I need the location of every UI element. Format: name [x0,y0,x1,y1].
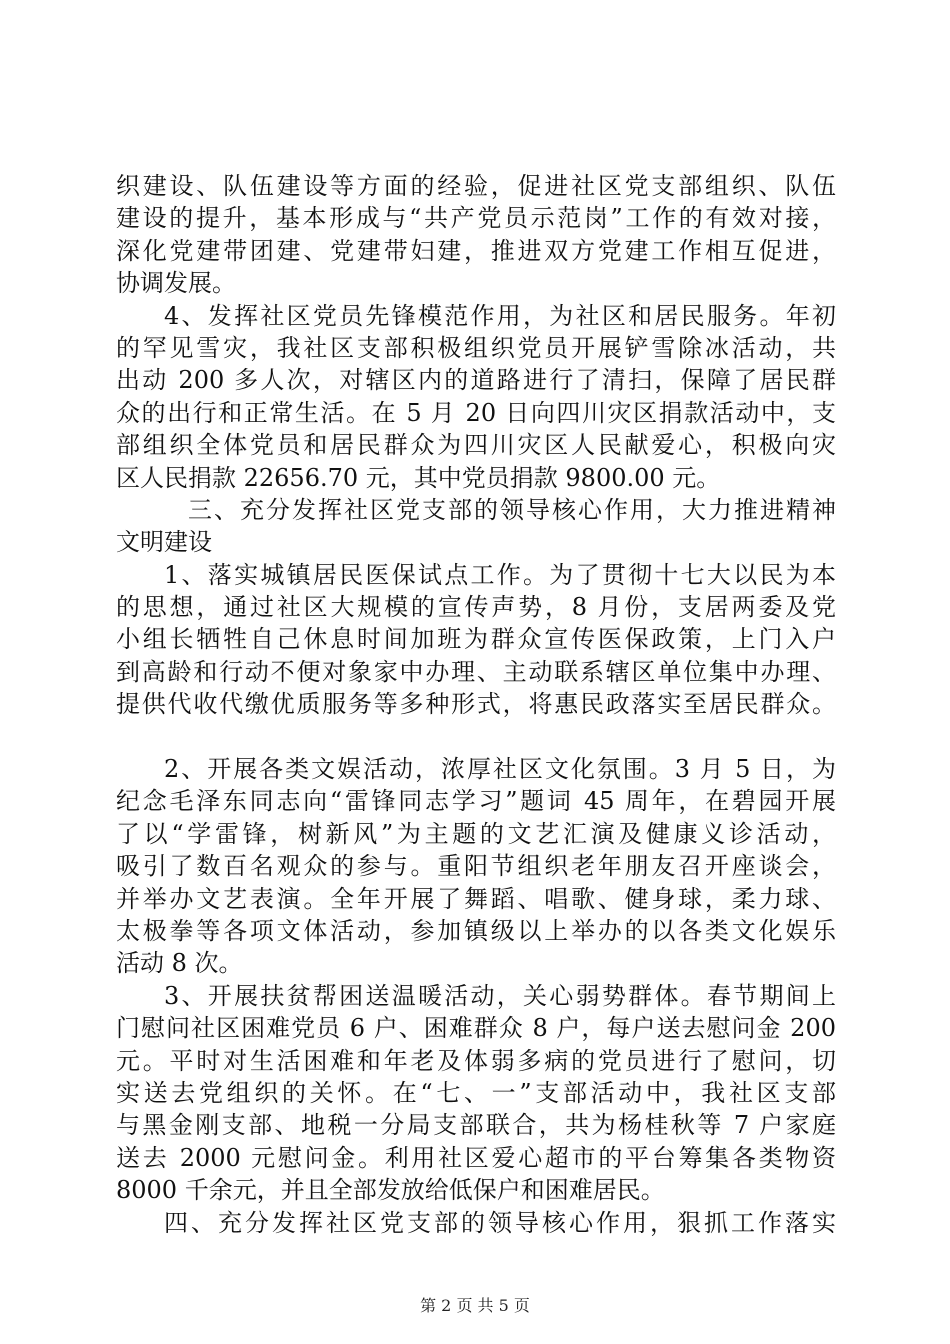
text-line: 太极拳等各项文体活动，参加镇级以上举办的以各类文化娱乐 [116,916,836,945]
page-footer: 第 2 页 共 5 页 [420,1296,530,1315]
text-line: 部组织全体党员和居民群众为四川灾区人民献爱心，积极向灾 [116,431,836,460]
text-line: 8000 千余元，并且全部发放给低保户和困难居民。 [116,1176,665,1205]
text-line: 三、充分发挥社区党支部的领导核心作用，大力推进精神 [188,495,836,524]
text-line: 织建设、队伍建设等方面的经验，促进社区党支部组织、队伍 [116,172,836,200]
text-line: 实送去党组织的关怀。在“七、一”支部活动中，我社区支部 [116,1078,836,1107]
text-line: 提供代收代缴优质服务等多种形式，将惠民政落实至居民群众。 [116,690,836,719]
text-line: 文明建设 [116,528,212,557]
text-line: 了以“学雷锋，树新风”为主题的文艺汇演及健康义诊活动， [116,819,836,848]
text-line: 4、发挥社区党员先锋模范作用，为社区和居民服务。年初 [164,301,836,330]
text-line: 与黑金刚支部、地税一分局支部联合，共为杨桂秋等 7 户家庭 [116,1111,836,1140]
text-line: 吸引了数百名观众的参与。重阳节组织老年朋友召开座谈会， [116,852,836,881]
text-line: 3、开展扶贫帮困送温暖活动，关心弱势群体。春节期间上 [164,981,836,1010]
text-line: 众的出行和正常生活。在 5 月 20 日向四川灾区捐款活动中，支 [116,398,836,427]
text-line: 送去 2000 元慰问金。利用社区爱心超市的平台筹集各类物资 [116,1143,836,1172]
text-line: 纪念毛泽东同志向“雷锋同志学习”题词 45 周年，在碧园开展 [116,787,836,816]
text-line: 建设的提升，基本形成与“共产党员示范岗”工作的有效对接， [116,204,836,233]
text-line: 1、落实城镇居民医保试点工作。为了贯彻十七大以民为本 [164,560,836,589]
text-line: 到高龄和行动不便对象家中办理、主动联系辖区单位集中办理、 [116,657,836,686]
blank-line [116,721,836,753]
text-line: 小组长牺牲自己休息时间加班为群众宣传医保政策，上门入户 [116,625,836,654]
text-line: 活动 8 次。 [116,949,243,978]
text-line: 出动 200 多人次，对辖区内的道路进行了清扫，保障了居民群 [116,366,836,395]
document-body [116,170,836,1239]
text-line: 并举办文艺表演。全年开展了舞蹈、唱歌、健身球，柔力球、 [116,884,836,913]
text-line: 2、开展各类文娱活动，浓厚社区文化氛围。3 月 5 日，为 [164,755,836,784]
text-line: 四、充分发挥社区党支部的领导核心作用，狠抓工作落实 [164,1208,836,1237]
text-line: 元。平时对生活困难和年老及体弱多病的党员进行了慰问，切 [116,1046,836,1075]
text-line: 的思想，通过社区大规模的宣传声势，8 月份，支居两委及党 [116,593,836,622]
text-line: 区人民捐款 22656.70 元，其中党员捐款 9800.00 元。 [116,463,721,492]
text-line: 门慰问社区困难党员 6 户、困难群众 8 户，每户送去慰问金 200 [116,1014,836,1043]
text-line: 的罕见雪灾，我社区支部积极组织党员开展铲雪除冰活动，共 [116,333,836,362]
text-line: 深化党建带团建、党建带妇建，推进双方党建工作相互促进， [116,236,836,265]
text-line: 协调发展。 [116,269,236,298]
